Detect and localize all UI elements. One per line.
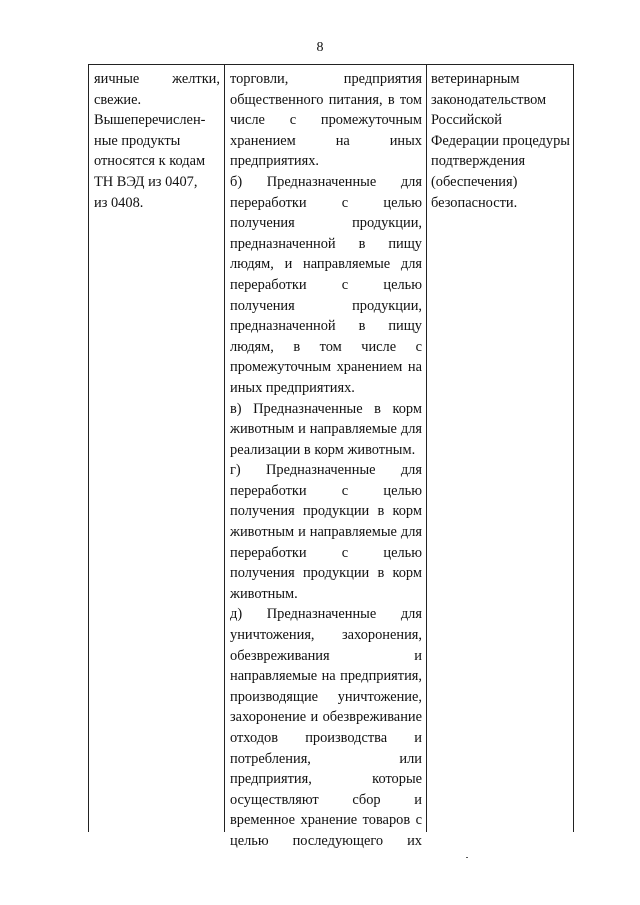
text-line: людям, в том числе с xyxy=(230,338,422,355)
text-line: яичные желтки, xyxy=(94,71,220,87)
text-line: безопасности. xyxy=(431,194,518,211)
text-line: ветеринарным xyxy=(431,71,520,87)
text-line: предназначенной в пищу xyxy=(230,235,422,252)
text-line: промежуточным хранением на xyxy=(230,359,422,376)
text-line: из 0408. xyxy=(94,194,144,211)
text-line: уничтожения, захоронения, xyxy=(230,627,422,644)
text-line: потребления, или xyxy=(230,750,422,767)
text-line: предприятия, которые xyxy=(230,771,422,788)
table-column-product xyxy=(89,65,225,832)
text-line: предприятиях. xyxy=(230,153,320,170)
text-line: подтверждения xyxy=(431,153,526,170)
text-line: ТН ВЭД из 0407, xyxy=(94,173,198,190)
text-line: временное хранение товаров с xyxy=(230,812,422,829)
text-line: животным. xyxy=(230,585,298,602)
text-line: производящие уничтожение, xyxy=(230,688,422,705)
text-line: законодательством xyxy=(431,91,547,108)
text-line: д) Предназначенные для xyxy=(230,606,422,623)
scan-speck xyxy=(466,857,468,858)
text-line: животным и направляемые для xyxy=(230,421,422,438)
text-line: получения продукции, xyxy=(230,215,422,232)
text-line: общественного питания, в том xyxy=(230,91,422,108)
text-line: получения продукции в корм xyxy=(230,565,422,582)
text-line: переработки с целью xyxy=(230,482,422,499)
text-line: торговли, предприятия xyxy=(230,71,422,87)
text-line: иных предприятиях. xyxy=(230,379,355,396)
text-line: числе с промежуточным xyxy=(230,112,422,129)
text-line: Федерации процедуры xyxy=(431,132,570,149)
text-line: Российской xyxy=(431,112,502,129)
text-line: переработки с целью xyxy=(230,276,422,293)
text-line: осуществляют сбор и xyxy=(230,791,422,808)
page-number: 8 xyxy=(316,40,324,55)
text-line: захоронение и обезвреживание xyxy=(230,709,422,726)
text-line: ные продукты xyxy=(94,132,181,149)
text-line: целью последующего их xyxy=(230,832,422,849)
text-line: переработки с целью xyxy=(230,194,422,211)
text-line: животным и направляемые для xyxy=(230,524,422,541)
text-line: (обеспечения) xyxy=(431,173,518,190)
text-line: относятся к кодам xyxy=(94,153,206,170)
text-line: направляемые на предприятия, xyxy=(230,668,422,685)
text-line: получения продукции в корм xyxy=(230,503,422,520)
text-line: г) Предназначенные для xyxy=(230,462,422,479)
text-line: получения продукции, xyxy=(230,297,422,314)
table-column-procedure xyxy=(427,65,573,832)
text-line: свежие. xyxy=(94,91,142,108)
document-table xyxy=(88,64,574,849)
table-column-purpose xyxy=(225,65,427,849)
text-line: б) Предназначенные для xyxy=(230,173,422,190)
text-line: предназначенной в пищу xyxy=(230,318,422,335)
text-line: Вышеперечислен- xyxy=(94,112,206,129)
text-line: хранением на иных xyxy=(230,132,422,149)
text-line: в) Предназначенные в корм xyxy=(230,400,422,417)
text-line: реализации в корм животным. xyxy=(230,441,416,458)
text-line: отходов производства и xyxy=(230,730,422,746)
text-line: переработки с целью xyxy=(230,544,422,561)
text-line: обезвреживания и xyxy=(230,647,422,664)
text-line: людям, и направляемые для xyxy=(230,256,422,273)
